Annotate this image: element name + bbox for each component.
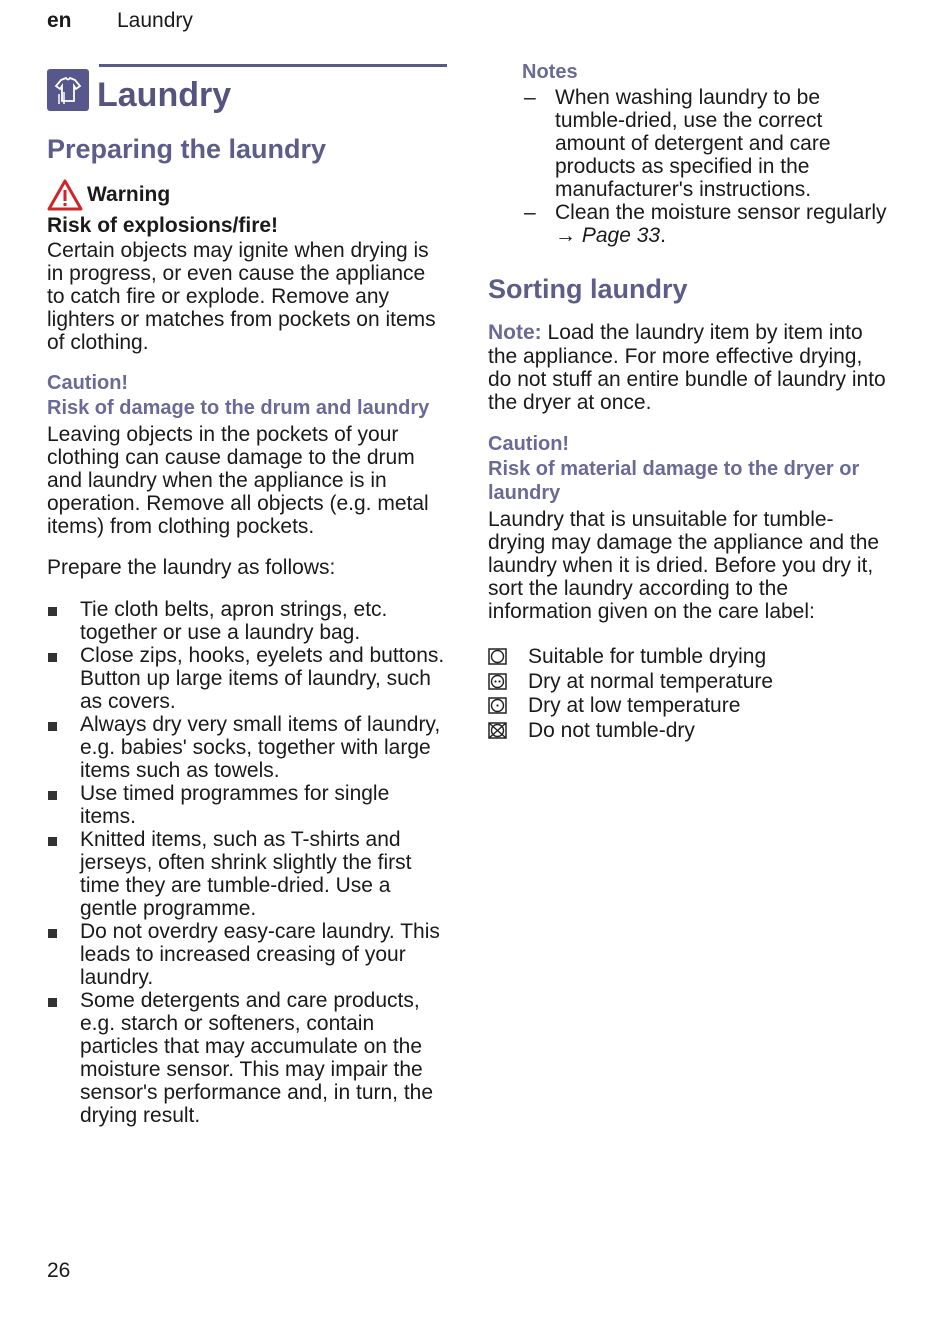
note-paragraph [488,321,888,414]
caution-label: Caution! [488,433,570,455]
list-item [522,201,888,247]
page-number: 26 [47,1259,71,1282]
warning-triangle-icon [47,179,83,211]
left-column [47,64,447,1127]
laundry-shirt-icon [47,69,89,111]
warning-header [47,178,447,212]
dash-marker: – [524,86,536,109]
section-heading [99,64,447,118]
care-label: Do not tumble-dry [528,718,695,742]
care-label: Dry at low temperature [528,694,741,717]
care-label: Suitable for tumble drying [528,645,767,668]
warning-risk: Risk of explosions/fire! [47,214,279,237]
right-column [488,60,888,743]
note-body: Load the laundry item by item into the appliance. For more effective drying, do not stuff an entire bundle of laundry into the dryer at once. [488,321,886,414]
caution-risk: Risk of damage to the drum and laundry [47,397,430,419]
list-item: Knitted items, such as T-shirts and jerseys, often shrink slightly the first time they are tumble-dried. Use a gentle programme. [47,828,447,920]
do-not-tumble-dry-icon [488,722,508,740]
note-text: Clean the moisture sensor regularly [555,201,887,224]
preparation-list [47,598,447,1127]
notes-list [488,86,888,247]
list-item: Always dry very small items of laundry, e.g. babies' socks, together with large items such as towels. [47,713,447,782]
subsection-heading-sorting: Sorting laundry [488,274,688,304]
warning-label: Warning [87,183,171,206]
note-end: . [660,224,666,247]
intro-text: Prepare the laundry as follows: [47,556,336,579]
list-item: Use timed programmes for single items. [47,782,447,828]
tumble-dry-normal-icon [488,673,508,691]
list-item [522,86,888,201]
page-reference-link[interactable]: Page 33 [581,224,661,247]
dash-marker: – [524,201,536,224]
caution-text: Laundry that is unsuitable for tumble-drying may damage the appliance and the laundry when it is dried. Before you dry it, sort the laundry according to the information given on the care label: [488,508,880,623]
care-row [488,670,888,695]
header-language: en [47,9,72,32]
caution-label: Caution! [47,372,129,394]
arrow-icon: → [555,224,576,247]
header-section-title: Laundry [117,9,193,32]
list-item: Close zips, hooks, eyelets and buttons. Button up large items of laundry, such as covers. [47,644,447,713]
caution-risk: Risk of material damage to the dryer or laundry [488,458,860,504]
care-row [488,645,888,670]
subsection-heading-preparing: Preparing the laundry [47,134,327,164]
care-symbol-list [488,645,888,743]
note-text: When washing laundry to be tumble-dried, use the correct amount of detergent and care products as specified in the manufacturer's instructions. [555,86,831,201]
care-label: Dry at normal temperature [528,669,774,693]
note-label: Note: [488,321,542,344]
list-item: Some detergents and care products, e.g. starch or softeners, contain particles that may accumulate on the moisture sensor. This may impair the sensor's performance and, in turn, the drying result. [47,989,447,1127]
list-item: Do not overdry easy-care laundry. This leads to increased creasing of your laundry. [47,920,447,989]
notes-label: Notes [522,61,578,83]
care-row [488,694,888,719]
tumble-dry-icon [488,648,508,666]
caution-text: Leaving objects in the pockets of your clothing can cause damage to the drum and laundry when the appliance is in operation. Remove all objects (e.g. metal items) from clothing pockets. [47,423,429,538]
warning-text: Certain objects may ignite when drying is in progress, or even cause the appliance to catch fire or explode. Remove any lighters or matches from pockets on items of clothing. [47,239,436,354]
care-row [488,719,888,744]
tumble-dry-low-icon [488,697,508,715]
list-item: Tie cloth belts, apron strings, etc. together or use a laundry bag. [47,598,447,644]
page-title: Laundry [97,76,232,114]
